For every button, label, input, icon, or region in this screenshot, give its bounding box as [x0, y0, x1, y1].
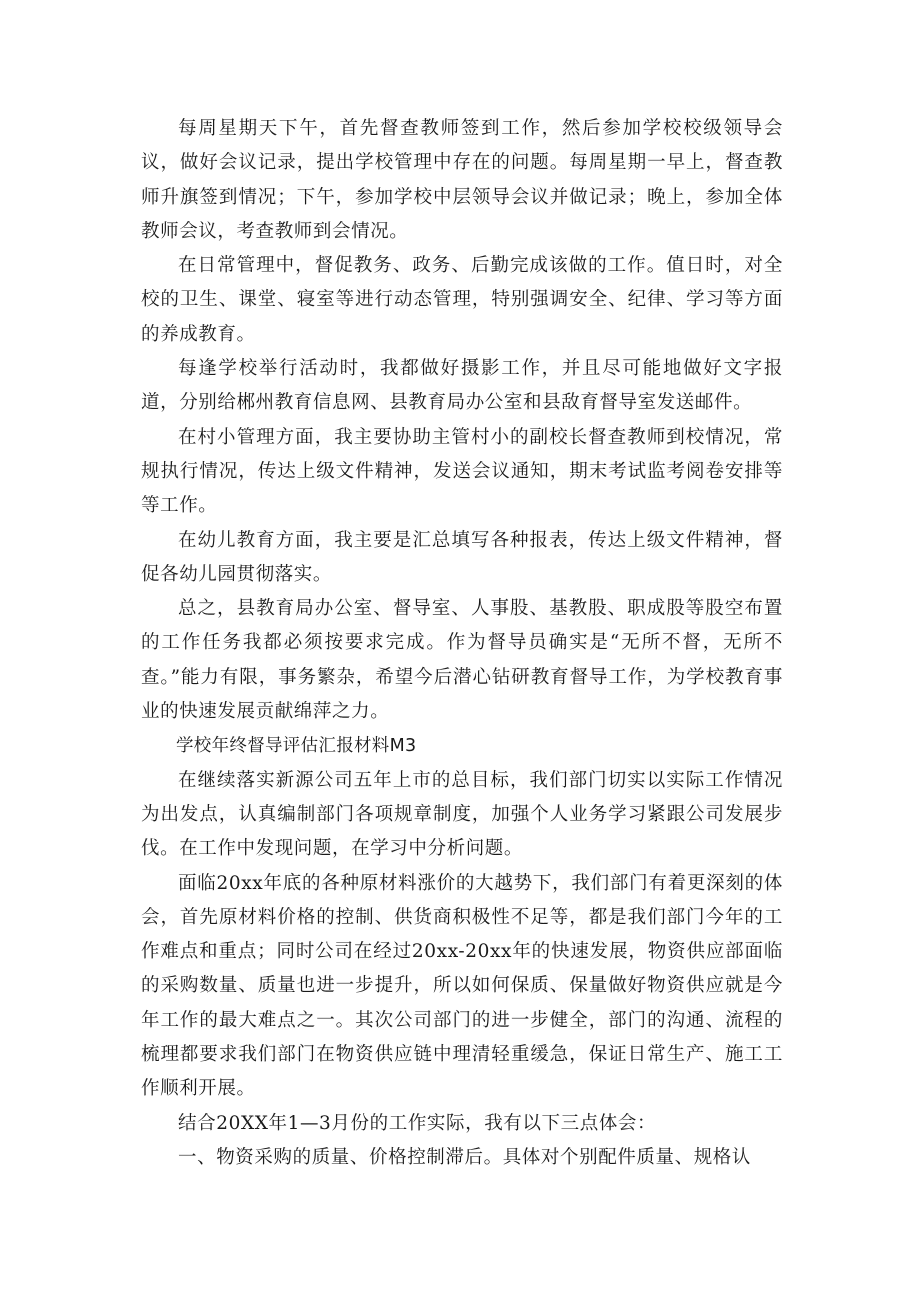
paragraph-point-one: 一、物资采购的质量、价格控制滞后。具体对个别配件质量、规格认 [178, 1146, 752, 1168]
section-heading: 学校年终督导评估汇报材料M3 [176, 736, 417, 757]
document-body [141, 112, 783, 1175]
paragraph-company-goal: 在继续落实新源公司五年上市的总目标，我们部门切实以实际工作情况为出发点，认真编制部门各项规章制度，加强个人业务学习紧跟公司发展步伐。在工作中发现问题，在学习中分析问题。 [141, 769, 783, 860]
paragraph-activity-reporting: 每逢学校举行活动时，我都做好摄影工作，并且尽可能地做好文字报道，分别给郴州教育信息网、县教育局办公室和县敌育督导室发送邮件。 [141, 358, 783, 414]
paragraph-daily-management: 在日常管理中，督促教务、政务、后勤完成该做的工作。值日时，对全校的卫生、课堂、寝室等进行动态管理，特别强调安全、纪律、学习等方面的养成教育。 [141, 255, 783, 345]
paragraph-summary: 总之，县教育局办公室、督导室、人事股、基教股、职成股等股空布置的工作任务我都必须按要求完成。作为督导员确实是“无所不督，无所不查。”能力有限，事务繁杂，希望今后潜心钻研教育督导工作，为学校教育事业的快速发展贡献绵萍之力。 [141, 598, 783, 723]
paragraph-village-school: 在村小管理方面，我主要协助主管村小的副校长督查教师到校情况，常规执行情况，传达上级文件精神，发送会议通知，期末考试监考阅卷安排等等工作。 [141, 426, 783, 517]
paragraph-preschool: 在幼儿教育方面，我主要是汇总填写各种报表，传达上级文件精神，督促各幼儿园贯彻落实。 [141, 529, 783, 585]
paragraph-three-points: 结合20XX年1—3月份的工作实际，我有以下三点体会： [178, 1112, 657, 1134]
paragraph-material-prices: 面临20xx年底的各种原材料涨价的大越势下，我们部门有着更深刻的体会，首先原材料价格的控制、供货商积极性不足等，都是我们部门今年的工作难点和重点；同时公司在经过20xx-20xx年的快速发展，物资供应部面临的采购数量、质量也进一步提升，所以如何保质、保量做好物资供应就是今年工作的最大难点之一。其次公司部门的进一步健全，部门的沟通、流程的梳理都要求我们部门在物资供应链中理清轻重缓急，保证日常生产、施工工作顺利开展。 [141, 872, 783, 1100]
paragraph-weekly-duties: 每周星期天下午，首先督查教师签到工作，然后参加学校校级领导会议，做好会议记录，提出学校管理中存在的问题。每周星期一早上，督查教师升旗签到情况；下午，参加学校中层领导会议并做记录；晚上，参加全体教师会议，考查教师到会情况。 [141, 118, 783, 242]
